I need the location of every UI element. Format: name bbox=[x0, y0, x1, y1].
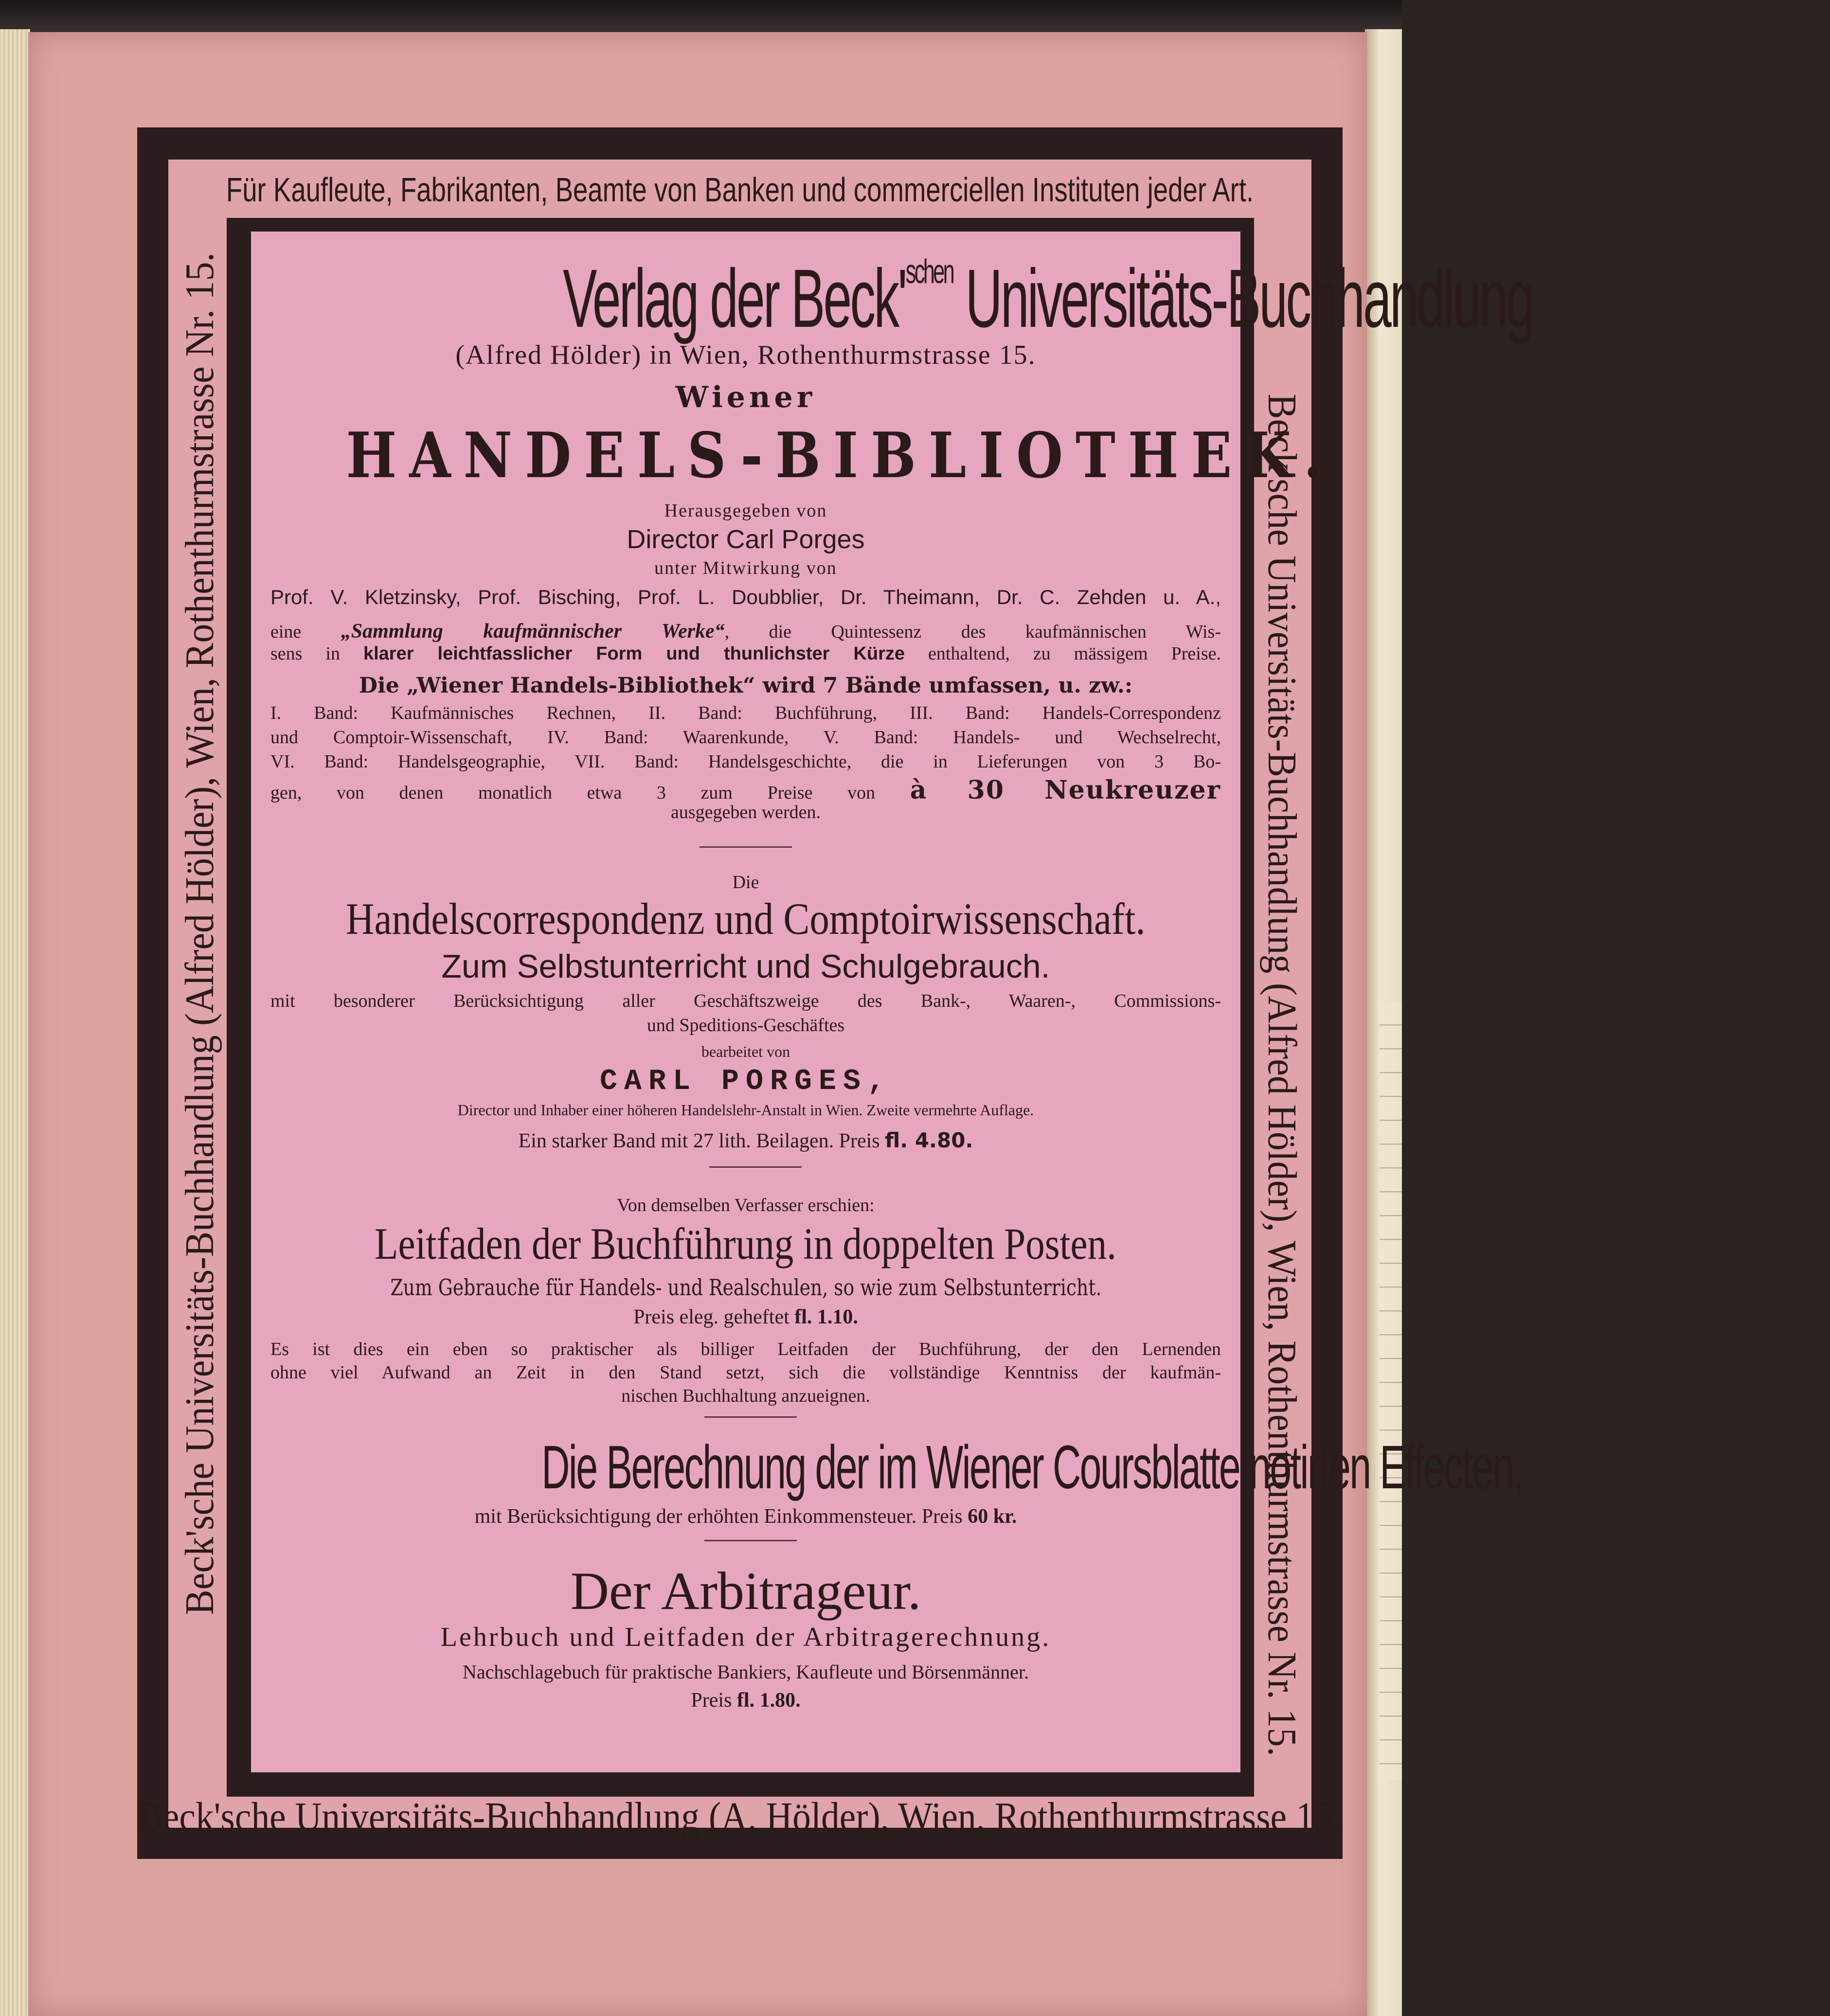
book4-price-line bbox=[266, 1689, 1226, 1712]
book2-price-text: Preis eleg. geheftet bbox=[633, 1306, 795, 1328]
book1-description-1: mit besonderer Berücksichtigung aller Geschäftszweige des Bank-, Waaren-, Commissions- bbox=[270, 991, 1221, 1011]
library-pre-title: Wiener bbox=[675, 380, 816, 414]
book3-description-text: mit Berücksichtigung der erhöhten Einkommensteuer. Preis bbox=[474, 1505, 968, 1528]
volumes-line-3: VI. Band: Handelsgeographie, VII. Band: Handelsgeschichte, die in Lieferungen von 3 Bo- bbox=[270, 751, 1221, 772]
book2-intro: Von demselben Verfasser erschien: bbox=[617, 1195, 875, 1215]
desc2-bold: klarer leichtfasslicher Form und thunlichster Kürze bbox=[363, 643, 905, 664]
book2-price-line bbox=[266, 1305, 1226, 1329]
book1-author: CARL PORGES, bbox=[599, 1065, 892, 1098]
book4-subtitle: Lehrbuch und Leitfaden der Arbitragerechnung. bbox=[440, 1622, 1051, 1652]
book2-description-1: Es ist dies ein eben so praktischer als billiger Leitfaden der Buchführung, der den Lernenden bbox=[270, 1339, 1221, 1359]
book2-title bbox=[266, 1218, 1226, 1269]
book2-price: fl. 1.10. bbox=[794, 1306, 858, 1328]
book1-price: fl. 4.80. bbox=[885, 1128, 973, 1152]
book3-price: 60 kr. bbox=[968, 1505, 1017, 1528]
desc1-em: „Sammlung kaufmännischer Werke“ bbox=[341, 620, 725, 642]
volumes-heading: Die „Wiener Handels-Bibliothek“ wird 7 Bände umfassen, u. zw.: bbox=[359, 673, 1133, 698]
library-description-2 bbox=[270, 643, 1221, 664]
next-page-lines bbox=[1380, 1002, 1402, 1780]
book1-price-line bbox=[266, 1128, 1226, 1153]
book3-title-inner: Die Berechnung der im Wiener Coursblatte notirten Effecten, bbox=[541, 1433, 1523, 1501]
with-collaboration: unter Mitwirkung von bbox=[654, 558, 837, 578]
book4-price: fl. 1.80. bbox=[736, 1689, 801, 1712]
book4-price-text: Preis bbox=[691, 1689, 737, 1712]
volumes-line-5: ausgegeben werden. bbox=[670, 802, 821, 822]
divider-1 bbox=[700, 846, 792, 848]
publisher-title-inner bbox=[563, 251, 1533, 346]
edited-by: Herausgegeben von bbox=[664, 500, 827, 521]
library-title-inner: HANDELS-BIBLIOTHEK. bbox=[346, 419, 1335, 492]
desc2-pre: sens in bbox=[270, 643, 363, 664]
book1-subtitle: Zum Selbstunterricht und Schulgebrauch. bbox=[441, 948, 1050, 985]
right-border-label: Beck'sche Universitäts-Buchhandlung (Alfred Hölder), Wien, Rothenthurmstrasse Nr. 15. bbox=[1259, 393, 1305, 1756]
book2-usage-inner: Zum Gebrauche für Handels- und Realschulen, so wie zum Selbstunterricht. bbox=[390, 1274, 1102, 1301]
publisher-title-pre: Verlag der Beck' bbox=[563, 252, 906, 345]
volumes-price: à 30 Neukreuzer bbox=[910, 775, 1221, 805]
divider-4 bbox=[704, 1540, 797, 1541]
book1-author-description: Director und Inhaber einer höheren Handelslehr-Anstalt in Wien. Zweite vermehrte Auflage. bbox=[457, 1101, 1034, 1119]
library-title bbox=[266, 419, 1335, 492]
desc1-post: , die Quintessenz des kaufmännischen Wis- bbox=[724, 622, 1221, 642]
book3-title bbox=[266, 1432, 1523, 1502]
divider-2 bbox=[709, 1166, 802, 1168]
divider-3 bbox=[704, 1416, 797, 1418]
top-banner: Für Kaufleute, Fabrikanten, Beamte von Banken und commerciellen Instituten jeder Art. bbox=[226, 171, 1254, 209]
left-border-text bbox=[175, 204, 224, 1663]
publisher-address: (Alfred Hölder) in Wien, Rothenthurmstrasse 15. bbox=[455, 340, 1036, 370]
bottom-border-text bbox=[138, 1790, 1342, 1843]
publisher-title-sup: schen bbox=[905, 252, 953, 290]
bottom-border-label: Beck'sche Universitäts-Buchhandlung (A. Hölder), Wien, Rothenthurmstrasse 15. bbox=[138, 1794, 1342, 1839]
book3-description bbox=[266, 1505, 1226, 1528]
book4-title: Der Arbitrageur. bbox=[570, 1561, 921, 1621]
editor-name: Director Carl Porges bbox=[627, 525, 865, 554]
left-border-label: Beck'sche Universitäts-Buchhandlung (Alfred Hölder), Wien, Rothenthurmstrasse Nr. 15. bbox=[177, 252, 222, 1615]
book-page-edges-left bbox=[0, 29, 30, 2016]
library-description-1 bbox=[270, 620, 1221, 643]
book1-description-2: und Speditions-Geschäftes bbox=[646, 1015, 845, 1035]
volumes-line-2: und Comptoir-Wissenschaft, IV. Band: Waarenkunde, V. Band: Handels- und Wechselrecht, bbox=[270, 727, 1221, 748]
book2-description-3: nischen Buchhaltung anzueignen. bbox=[621, 1386, 870, 1406]
book4-description: Nachschlagebuch für praktische Bankiers, Kaufleute und Börsenmänner. bbox=[462, 1661, 1029, 1683]
book-top-edge bbox=[0, 0, 1402, 34]
volumes-line-4-text: gen, von denen monatlich etwa 3 zum Preise von bbox=[270, 783, 910, 803]
book2-description-2: ohne viel Aufwand an Zeit in den Stand setzt, sich die vollständige Kenntniss der kaufmän- bbox=[270, 1362, 1221, 1383]
desc2-post: enthaltend, zu mässigem Preise. bbox=[905, 643, 1221, 664]
volumes-line-4 bbox=[270, 775, 1221, 805]
book1-price-text: Ein starker Band mit 27 lith. Beilagen. Preis bbox=[518, 1130, 885, 1152]
book2-usage bbox=[266, 1274, 1226, 1301]
book2-title-inner: Leitfaden der Buchführung in doppelten Posten. bbox=[375, 1219, 1117, 1268]
book1-title bbox=[266, 893, 1226, 945]
right-border-text bbox=[1258, 345, 1307, 1804]
volumes-line-1: I. Band: Kaufmännisches Rechnen, II. Band: Buchführung, III. Band: Handels-Correspondenz bbox=[270, 703, 1221, 723]
desc1-pre: eine bbox=[270, 622, 341, 642]
book1-title-inner: Handelscorrespondenz und Comptoirwissenschaft. bbox=[346, 894, 1146, 944]
contributors: Prof. V. Kletzinsky, Prof. Bisching, Prof. L. Doubblier, Dr. Theimann, Dr. C. Zehden u. A., bbox=[270, 586, 1221, 608]
book1-article: Die bbox=[732, 872, 759, 892]
publisher-title bbox=[266, 251, 1533, 346]
book1-edited-by: bearbeitet von bbox=[701, 1043, 790, 1060]
publisher-title-post: Universitäts-Buchhandlung bbox=[953, 252, 1533, 345]
